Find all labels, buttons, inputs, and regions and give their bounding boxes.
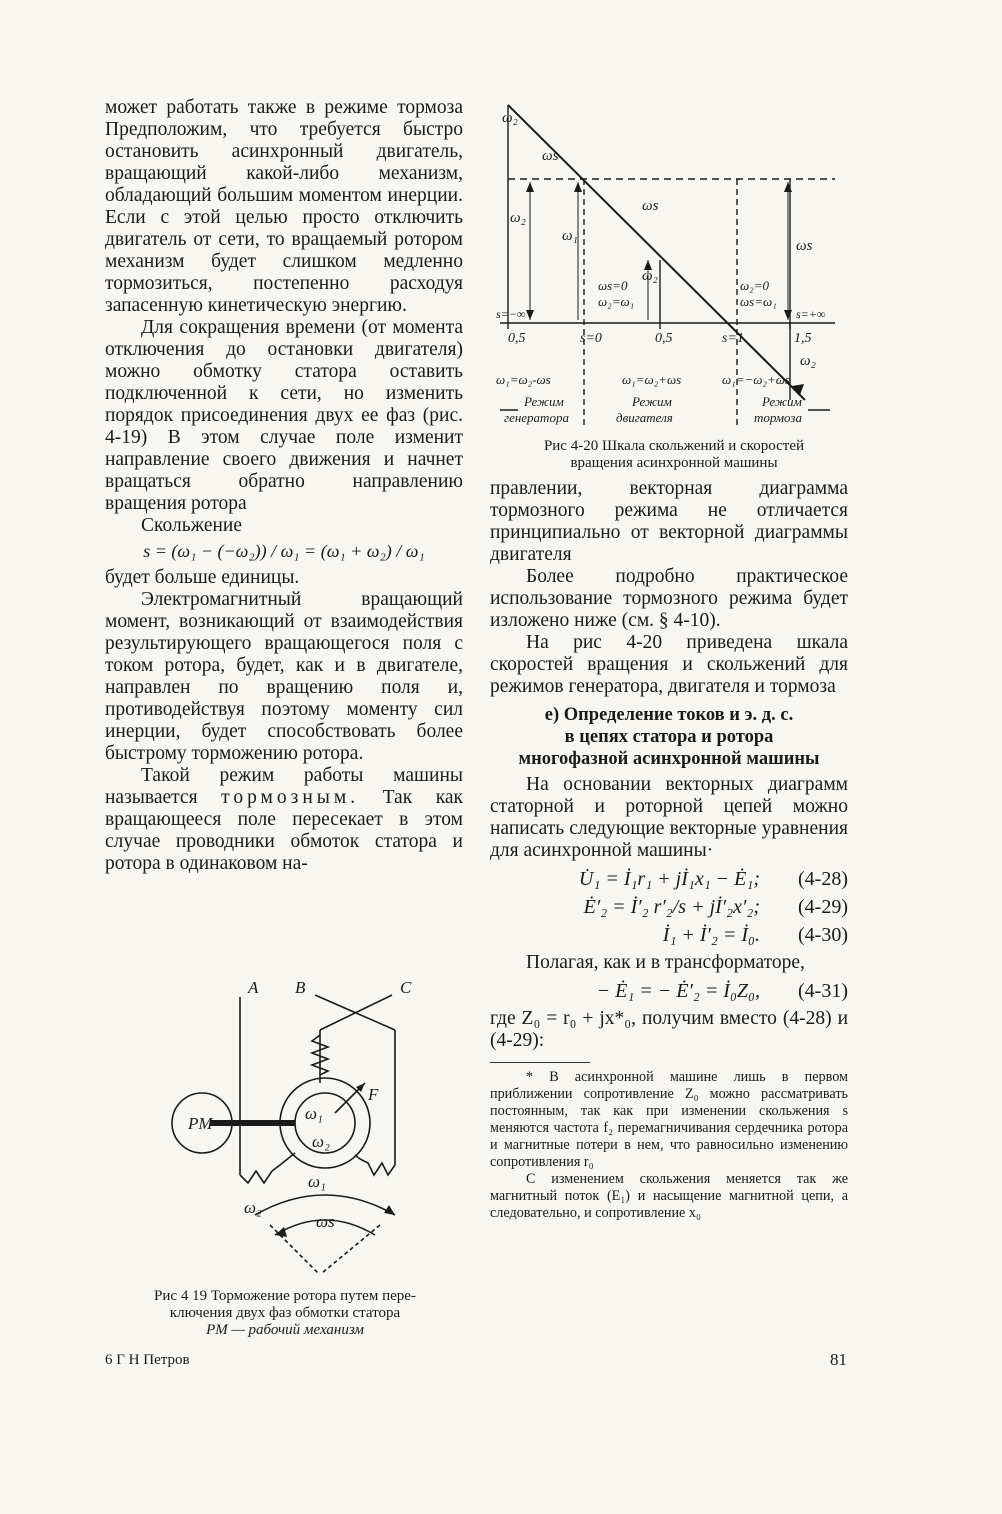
paragraph: Электромагнитный вращающий момент, возникающий от взаимодействия результирующего вращающегося поля с током ротора, будет, как и в двигателе, направлен по вращению поля и, противодействуя поэтому моменту сил инерции, будет способствовать более быстрому торможению ротора. xyxy=(105,589,463,764)
paragraph: Полагая, как и в трансформаторе, xyxy=(526,952,805,973)
paragraph: Более подробно практическое использование тормозного режима будет изложено ниже (см. § 4-10). xyxy=(490,566,848,631)
heading-line: в цепях статора и ротора xyxy=(564,727,774,747)
equation-number: (4-28) xyxy=(798,868,848,890)
label-w2: ω₂ xyxy=(800,353,816,369)
regime-label: двигателя xyxy=(616,410,673,425)
equation-body: − Ė₁ = − Ė′₂ = İ₀Z₀, xyxy=(596,980,760,1002)
regime-equation: ω₁=ω₂-ωs xyxy=(496,372,551,387)
paragraph: Для сокращения времени (от момента отключения до остановки двигателя) можно обмотку статора оставить подключенной к сети, но изменить порядок присоединения двух ее фаз (рис. 4-19) В этом случае поле изменит направление своего движения и начнет вращаться обратно направлению вращения ротора xyxy=(105,317,463,514)
figure-4-20-caption xyxy=(494,438,854,472)
slip-formula: s = (ω₁ − (−ω₂)) / ω₁ = (ω₁ + ω₂) / ω₁ xyxy=(143,541,425,561)
label-w2: ω₂ xyxy=(312,1132,330,1151)
label-w2: ω₂ xyxy=(510,210,526,226)
equation-4-28 xyxy=(490,868,848,890)
paragraph: может работать также в режиме тормоза Предположим, что требуется быстро остановить асинхронный двигатель, вращающий какой-либо механизм, обладающий большим моментом инерции. Если с этой целью просто отключить двигатель от сети, то вращаемый ротором механизм будет слишком медленно тормозиться, постепенно расходуя запасенную кинетическую энергию. xyxy=(105,97,463,316)
equation-number: (4-30) xyxy=(798,924,848,946)
figure-4-19 xyxy=(160,975,450,1285)
caption-line: Рис 4-20 Шкала скольжений и скоростей xyxy=(543,438,805,454)
equation-4-31 xyxy=(490,980,848,1002)
tick-label: s=1 xyxy=(722,331,744,346)
heading-line: е) Определение токов и э. д. с. xyxy=(544,705,794,725)
figure-4-20 xyxy=(490,100,850,430)
equation-number: (4-31) xyxy=(798,980,848,1002)
tick-label: 1,5 xyxy=(794,331,812,346)
equation-4-29 xyxy=(490,896,848,918)
heading-line: многофазной асинхронной машины xyxy=(518,749,820,769)
right-column xyxy=(490,478,848,1222)
label-s-plus-inf: s=+∞ xyxy=(796,307,826,321)
regime-equation: ω₁=−ω₂+ωs xyxy=(722,372,790,387)
equation-body: U̇₁ = İ₁r₁ + jİ₁x₁ − Ė₁; xyxy=(578,868,760,890)
figure-4-19-caption xyxy=(100,1288,470,1339)
label-ws: ωs xyxy=(642,198,659,214)
regime-label: Режим xyxy=(762,394,802,409)
equation-body: İ₁ + İ′₂ = İ₀. xyxy=(662,924,760,946)
footnote-divider xyxy=(490,1062,590,1063)
regime-equation: ω₁=ω₂+ωs xyxy=(622,372,682,387)
label-s1-a: ω₂=0 xyxy=(740,278,769,293)
text-fragment: Такой режим работы машины называется xyxy=(105,765,463,808)
regime-label: Режим xyxy=(632,394,672,409)
text-fragment: Так как вращающееся поле пересекает в этом случае проводники обмоток статора и ротора в одинаковом на- xyxy=(105,787,464,874)
caption-line: Рис 4 19 Торможение ротора путем пере- xyxy=(154,1288,416,1304)
equation-body: Ė′₂ = İ′₂ r′₂/s + jİ′₂x′₂; xyxy=(583,896,760,918)
section-heading xyxy=(490,704,848,770)
footnote: * В асинхронной машине лишь в первом приближении сопротивление Z₀ можно рассматривать постоянным, так как при изменении скольжения s меняются частота f₂ перемагничивания сердечника ротора и магнитные потери в нем, что равносильно изменению сопротивления r₀ xyxy=(490,1069,848,1170)
force-label: F xyxy=(368,1085,379,1104)
tick-label: 0,5 xyxy=(508,331,526,346)
paragraph: Скольжение xyxy=(141,515,243,536)
regime-label: тормоза xyxy=(754,410,802,425)
label-s0-b: ω₂=ω₁ xyxy=(598,294,635,309)
label-w2: ω₂ xyxy=(244,1198,262,1217)
label-ws: ωs xyxy=(316,1212,335,1231)
label-w2: ω₂ xyxy=(502,110,518,126)
page-number: 81 xyxy=(830,1350,847,1369)
caption-line: вращения асинхронной машины xyxy=(570,455,778,471)
regime-label: генератора xyxy=(504,410,569,425)
label-ws: ωs xyxy=(542,148,559,164)
label-ws: ωs xyxy=(796,238,813,254)
caption-line: ключения двух фаз обмотки статора xyxy=(169,1305,401,1321)
label-s-minus-inf: s=−∞ xyxy=(496,307,526,321)
label-w2: ω₂ xyxy=(642,268,658,284)
paragraph xyxy=(105,765,463,875)
paragraph: где Z₀ = r₀ + jx*₀, получим вместо (4-28) и (4-29): xyxy=(490,1008,848,1051)
equation-4-30 xyxy=(490,924,848,946)
caption-line: PM — рабочий механизм xyxy=(206,1322,364,1338)
tick-label: s=0 xyxy=(580,331,602,346)
phase-C-label: C xyxy=(400,978,412,997)
label-s0-a: ωs=0 xyxy=(598,278,628,293)
equation-number: (4-29) xyxy=(798,896,848,918)
tick-label: 0,5 xyxy=(655,331,673,346)
pm-label: PM xyxy=(188,1114,213,1133)
label-w1: ω₁ xyxy=(562,228,578,244)
paragraph: На основании векторных диаграмм статорной и роторной цепей можно написать следующие векторные уравнения для асинхронной машины· xyxy=(490,774,848,861)
printer-signature: 6 Г Н Петров xyxy=(105,1352,190,1368)
label-w1: ω₁ xyxy=(308,1172,326,1191)
paragraph: На рис 4-20 приведена шкала скоростей вращения и скольжений для режимов генератора, двигателя и тормоза xyxy=(490,632,848,697)
regime-label: Режим xyxy=(524,394,564,409)
paragraph: будет больше единицы. xyxy=(105,567,300,588)
label-w1: ω₁ xyxy=(305,1104,323,1123)
label-s1-b: ωs=ω₁ xyxy=(740,294,777,309)
spaced-term: тормозным. xyxy=(221,787,360,808)
left-column xyxy=(105,97,463,875)
paragraph: правлении, векторная диаграмма тормозного режима не отличается принципиально от векторной диаграммы двигателя xyxy=(490,478,848,565)
phase-B-label: B xyxy=(295,978,306,997)
footnote: С изменением скольжения меняется так же магнитный поток (E₁) и насыщение магнитной цепи, а следовательно, и сопротивление x₀ xyxy=(490,1171,848,1221)
phase-A-label: A xyxy=(248,978,259,997)
